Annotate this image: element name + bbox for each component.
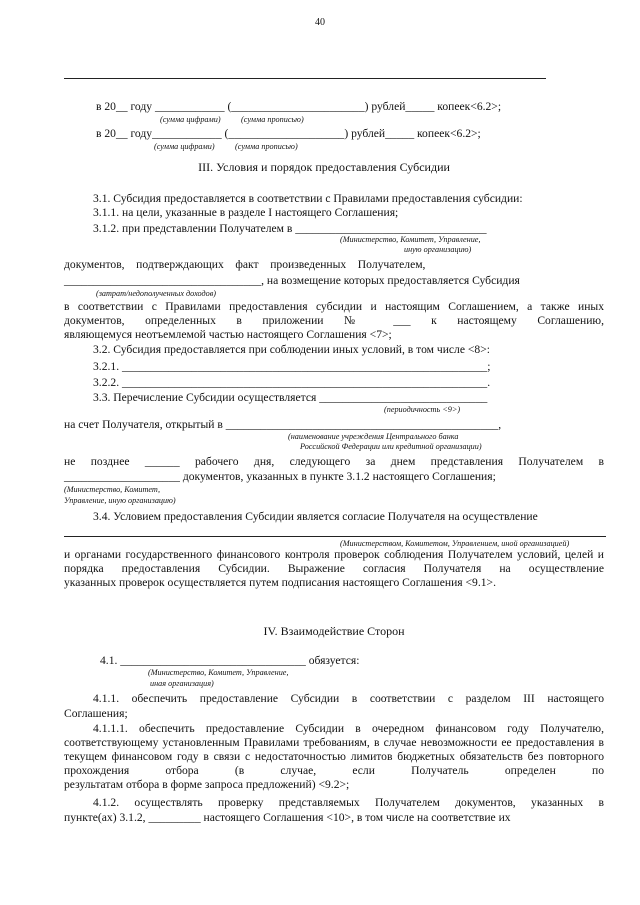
para-4-1-2: 4.1.2. осуществлять проверку представляемых Получателем документов, указанных в	[93, 796, 604, 809]
para-3-4-text: и органами государственного финансового контроля проверок соблюдения Получателем условий, целей и порядка предоставления Субсидии. Выражение согласия Получателя на осуществление	[64, 548, 604, 575]
para-3-4-blank-line	[64, 536, 606, 537]
year2-amount-hint: (сумма цифрами) (сумма прописью)	[154, 142, 298, 151]
para-3-3: 3.3. Перечисление Субсидии осуществляется _____________________________	[93, 391, 488, 404]
para-4-1: 4.1. ________________________________ обязуется:	[100, 654, 360, 667]
year1-amount-hint: (сумма цифрами) (сумма прописью)	[160, 115, 304, 124]
para-4-1-1-1-last: результатам отбора в форме запроса предложений) <9.2>;	[64, 778, 350, 791]
year1-amount-line: в 20__ году ____________ (_______________________) рублей_____ копеек<6.2>;	[96, 100, 502, 113]
para-3-3-hint: (периодичность <9>)	[384, 405, 461, 414]
para-4-1-1-1: 4.1.1.1. обеспечить предоставление Субсидии в очередном финансовом году Получателю, соответствующему установленным Правилами требованиям, в случае невозможности ее предоставления в текущем финансовом году в связи с недостаточностью лимитов бюджетных обязательств без повторного прохождения отбора (в случае, если Получатель определен по	[64, 722, 604, 777]
para-3-1-2-last: являющемуся неотъемлемой частью настоящего Соглашения <7>;	[64, 328, 392, 341]
para-3-3-deadline: не позднее ______ рабочего дня, следующего за днем представления Получателем в	[64, 455, 604, 468]
section-3-title: III. Условия и порядок предоставления Субсидии	[198, 160, 450, 174]
para-3-2: 3.2. Субсидия предоставляется при соблюдении иных условий, в том числе <8>:	[93, 343, 490, 356]
para-3-3-account: на счет Получателя, открытый в _______________________________________________,	[64, 418, 502, 431]
year2-amount-line: в 20__ году____________ (____________________) рублей_____ копеек<6.2>;	[96, 127, 481, 140]
para-4-1-1: 4.1.1. обеспечить предоставление Субсидии в соответствии с разделом III настоящего	[93, 692, 604, 705]
para-3-3-hint-4: (Министерство, Комитет,	[64, 485, 161, 494]
header-rule	[64, 78, 546, 79]
para-3-4: 3.4. Условием предоставления Субсидии является согласие Получателя на осуществление	[93, 510, 538, 523]
para-3-1-2-text: в соответствии с Правилами предоставления субсидии и настоящим Соглашением, а также иных документов, определенных в приложении № ___ к настоящему Соглашению,	[64, 300, 604, 327]
para-3-4-last: указанных проверок осуществляется путем подписания настоящего Соглашения <9.1>.	[64, 576, 496, 589]
para-3-4-hint: (Министерством, Комитетом, Управлением, иной организацией)	[340, 539, 570, 548]
para-3-1: 3.1. Субсидия предоставляется в соответствии с Правилами предоставления субсидии:	[93, 192, 523, 205]
section-4-title: IV. Взаимодействие Сторон	[263, 624, 405, 638]
para-3-1-2-cont-2: __________________________________, на возмещение которых предоставляется Субсидия	[64, 274, 520, 287]
para-3-3-hint-5: Управление, иную организацию)	[64, 496, 176, 505]
para-3-2-2: 3.2.2. _______________________________________________________________.	[93, 376, 491, 389]
para-3-1-1: 3.1.1. на цели, указанные в разделе I настоящего Соглашения;	[93, 206, 399, 219]
para-4-1-2-last: пункте(ах) 3.1.2, _________ настоящего Соглашения <10>, в том числе на соответствие их	[64, 811, 511, 824]
para-4-1-1-last: Соглашения;	[64, 707, 128, 720]
para-3-3-docs: ____________________ документов, указанных в пункте 3.1.2 настоящего Соглашения;	[64, 470, 496, 483]
page-number: 40	[315, 17, 325, 28]
para-3-3-hint-2: (наименование учреждения Центрального банка	[288, 432, 459, 441]
para-3-1-2-hint-3: (затрат/недополученных доходов)	[96, 289, 217, 298]
para-4-1-hint-2: иная организация)	[150, 679, 214, 688]
para-3-1-2: 3.1.2. при представлении Получателем в _________________________________	[93, 222, 487, 235]
para-3-3-hint-3: Российской Федерации или кредитной организации)	[300, 442, 482, 451]
para-4-1-hint-1: (Министерство, Комитет, Управление,	[148, 668, 289, 677]
para-3-1-2-hint-1: (Министерство, Комитет, Управление,	[340, 235, 481, 244]
para-3-1-2-cont: документов, подтверждающих факт произведенных Получателем,	[64, 258, 426, 271]
para-3-2-1: 3.2.1. _______________________________________________________________;	[93, 360, 491, 373]
para-3-1-2-hint-2: иную организацию)	[404, 245, 472, 254]
